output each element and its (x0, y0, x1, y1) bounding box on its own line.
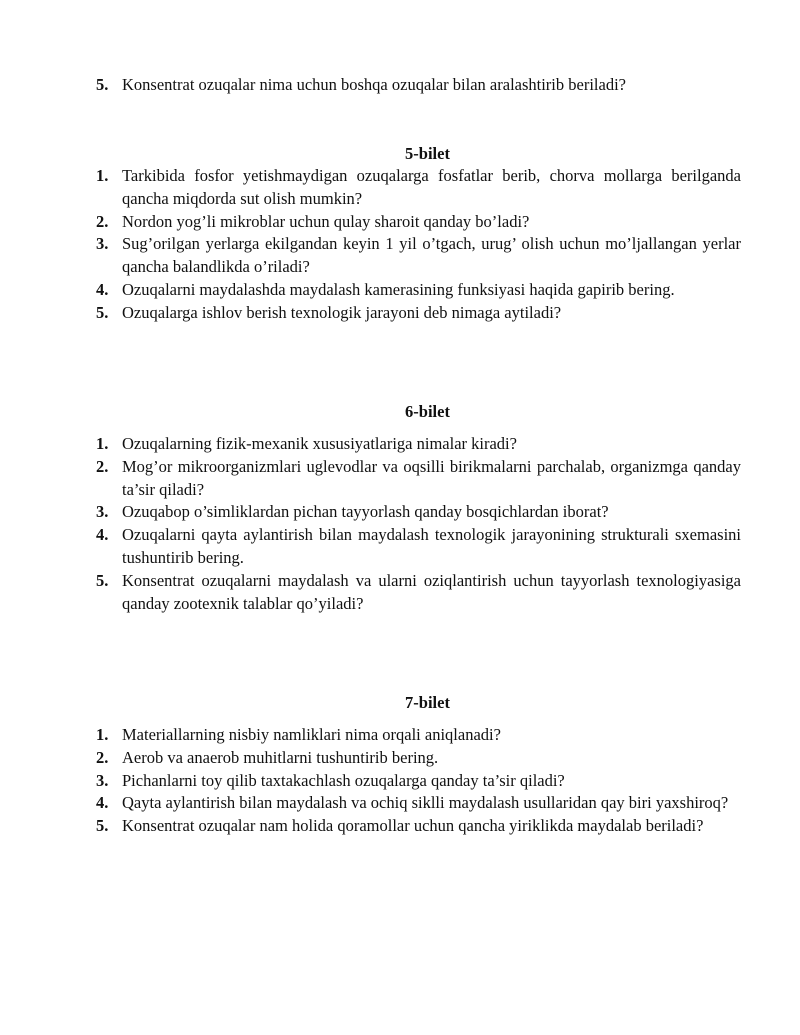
question-item (96, 279, 741, 302)
question-item (96, 456, 741, 502)
question-item (96, 747, 741, 770)
question-number: 3. (96, 502, 109, 522)
question-text: Ozuqabop o’simliklardan pichan tayyorlash qanday bosqichlardan iborat? (122, 502, 609, 522)
question-number: 3. (96, 234, 109, 254)
question-number: 1. (96, 166, 109, 185)
question-item (96, 74, 741, 97)
question-item (96, 302, 741, 325)
question-item (96, 433, 741, 456)
question-item (96, 211, 741, 234)
ticket-5-list (96, 165, 741, 325)
question-item (96, 165, 741, 211)
question-text: Materiallarning nisbiy namliklari nima orqali aniqlanadi? (122, 725, 501, 744)
question-text: Ozuqalarning fizik-mexanik xususiyatlariga nimalar kiradi? (122, 434, 517, 453)
question-number: 5. (96, 570, 109, 590)
question-number: 1. (96, 725, 109, 744)
question-text: Qayta aylantirish bilan maydalash va ochiq siklli maydalash usullaridan qay biri yaxshiroq? (122, 793, 729, 813)
question-number: 2. (96, 211, 109, 231)
question-text: Aerob va anaerob muhitlarni tushuntirib bering. (122, 747, 439, 767)
question-text: Konsentrat ozuqalar nima uchun boshqa ozuqalar bilan aralashtirib beriladi? (122, 75, 626, 94)
question-text: Ozuqalarni qayta aylantirish bilan maydalash texnologik jarayonining strukturali sxemasini tushuntirib bering. (122, 525, 741, 567)
question-item (96, 724, 741, 747)
question-number: 4. (96, 793, 109, 813)
question-number: 3. (96, 770, 109, 790)
ticket-5-title: 5-bilet (405, 144, 450, 163)
question-number: 4. (96, 279, 109, 299)
question-text: Nordon yog’li mikroblar uchun qulay sharoit qanday bo’ladi? (122, 211, 530, 231)
question-item (96, 792, 741, 815)
question-text: Ozuqalarga ishlov berish texnologik jarayoni deb nimaga aytiladi? (122, 302, 562, 322)
question-number: 5. (96, 75, 109, 94)
question-item (96, 570, 741, 616)
question-text: Pichanlarni toy qilib taxtakachlash ozuqalarga qanday ta’sir qiladi? (122, 770, 565, 790)
question-text: Konsentrat ozuqalarni maydalash va ularni oziqlantirish uchun tayyorlash texnologiyasiga qanday zootexnik talablar qo’yiladi? (122, 570, 741, 613)
question-number: 5. (96, 302, 109, 322)
question-item (96, 770, 741, 793)
question-text: Sug’orilgan yerlarga ekilgandan keyin 1 yil o’tgach, urug’ olish uchun mo’ljallangan yerlar qancha balandlikda o’riladi? (122, 234, 741, 277)
question-item (96, 501, 741, 524)
previous-ticket-list (96, 74, 741, 97)
question-item (96, 524, 741, 570)
question-number: 1. (96, 434, 109, 453)
question-item (96, 815, 741, 838)
question-text: Tarkibida fosfor yetishmaydigan ozuqalarga fosfatlar berib, chorva mollarga berilganda qancha miqdorda sut olish mumkin? (122, 166, 741, 208)
question-number: 2. (96, 456, 109, 476)
question-number: 2. (96, 747, 109, 767)
question-number: 5. (96, 816, 109, 836)
ticket-7-list (96, 724, 741, 838)
ticket-6-list (96, 433, 741, 615)
question-number: 4. (96, 525, 109, 545)
question-text: Konsentrat ozuqalar nam holida qoramollar uchun qancha yiriklikda maydalab beriladi? (122, 816, 704, 836)
question-text: Ozuqalarni maydalashda maydalash kamerasining funksiyasi haqida gapirib bering. (122, 279, 675, 299)
ticket-7-title: 7-bilet (405, 693, 450, 712)
question-text: Mog’or mikroorganizmlari uglevodlar va oqsilli birikmalarni parchalab, organizmga qanday ta’sir qiladi? (122, 456, 741, 499)
ticket-6-title: 6-bilet (405, 402, 450, 421)
question-item (96, 233, 741, 279)
